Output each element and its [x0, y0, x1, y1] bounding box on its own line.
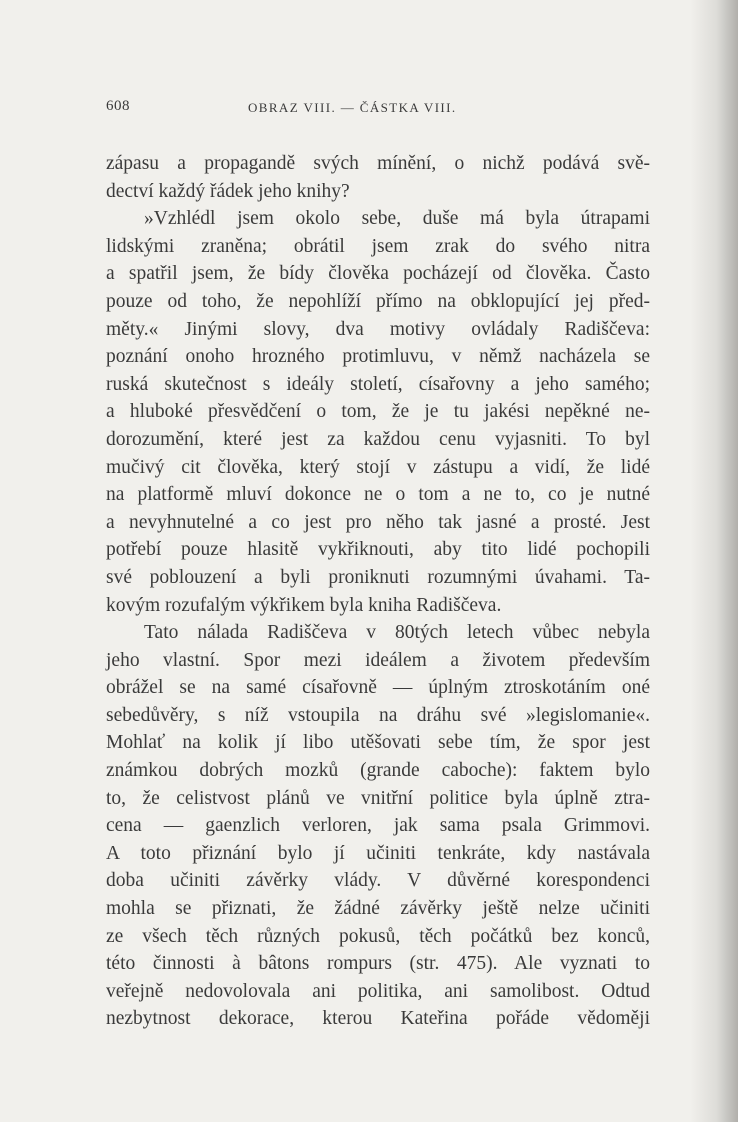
text-line: nezbytnost dekorace, kterou Kateřina pořáde vědoměji [106, 1008, 650, 1030]
running-head: OBRAZ VIII. — ČÁSTKA VIII. [248, 100, 457, 115]
text-line: a hluboké přesvědčení o tom, že je tu jakési nepěkné ne- [106, 401, 650, 423]
text-line: cena — gaenzlich verloren, jak sama psala Grimmovi. [106, 815, 650, 837]
text-line: jeho vlastní. Spor mezi ideálem a životem především [106, 649, 650, 671]
text-line: Mohlať na kolik jí libo utěšovati sebe tím, že spor jest [106, 732, 650, 754]
text-line: ruská skutečnost s ideály století, císařovny a jeho samého; [106, 373, 650, 395]
text-line: ze všech těch různých pokusů, těch počátků bez konců, [106, 925, 650, 947]
text-line: lidskými zraněna; obrátil jsem zrak do svého nitra [106, 235, 650, 257]
text-line: dectví každý řádek jeho knihy? [106, 180, 350, 202]
page-number: 608 [106, 98, 130, 114]
text-line: a nevyhnutelné a co jest pro něho tak jasné a prosté. Jest [106, 511, 650, 533]
text-line: obrážel se na samé císařovně — úplným ztroskotáním oné [106, 677, 650, 699]
text-line: veřejně nedovolovala ani politika, ani samolibost. Odtud [106, 980, 650, 1002]
text-line: A toto přiznání bylo jí učiniti tenkráte, kdy nastávala [106, 842, 650, 864]
text-line: této činnosti à bâtons rompurs (str. 475). Ale vyznati to [106, 953, 650, 975]
body-text [106, 150, 650, 1033]
text-line: měty.« Jinými slovy, dva motivy ovládaly Radiščeva: [106, 318, 650, 340]
text-line: sebedůvěry, s níž vstoupila na dráhu své »legislomanie«. [106, 704, 650, 726]
text-line: zápasu a propagandě svých mínění, o nichž podává svě- [106, 153, 650, 174]
text-line: potřebí pouze hlasitě vykřiknouti, aby tito lidé pochopili [106, 539, 650, 561]
text-line: Tato nálada Radiščeva v 80tých letech vůbec nebyla [144, 622, 650, 644]
text-line: své poblouzení a byli proniknuti rozumnými úvahami. Ta- [106, 566, 650, 588]
text-line: kovým rozufalým výkřikem byla kniha Radiščeva. [106, 594, 502, 616]
text-line: poznání onoho hrozného protimluvu, v němž nacházela se [106, 346, 650, 368]
text-line: to, že celistvost plánů ve vnitřní politice byla úplně ztra- [106, 787, 650, 809]
text-line: a spatřil jsem, že bídy člověka pocházejí od člověka. Často [106, 263, 650, 285]
text-line: doba učiniti závěrky vlády. V důvěrné korespondenci [106, 870, 650, 892]
text-line: dorozumění, které jest za každou cenu vyjasniti. To byl [106, 428, 650, 450]
text-line: mohla se přiznati, že žádné závěrky ještě nelze učiniti [106, 898, 650, 920]
text-line: mučivý cit člověka, který stojí v zástupu a vidí, že lidé [106, 456, 650, 478]
text-line: pouze od toho, že nepohlíží přímo na obklopující jej před- [106, 290, 650, 312]
page-header [106, 98, 646, 122]
text-line: »Vzhlédl jsem okolo sebe, duše má byla útrapami [144, 208, 650, 230]
page-edge-shadow [690, 0, 738, 1122]
text-line: známkou dobrých mozků (grande caboche): faktem bylo [106, 760, 650, 782]
text-line: na platformě mluví dokonce ne o tom a ne to, co je nutné [106, 484, 650, 506]
